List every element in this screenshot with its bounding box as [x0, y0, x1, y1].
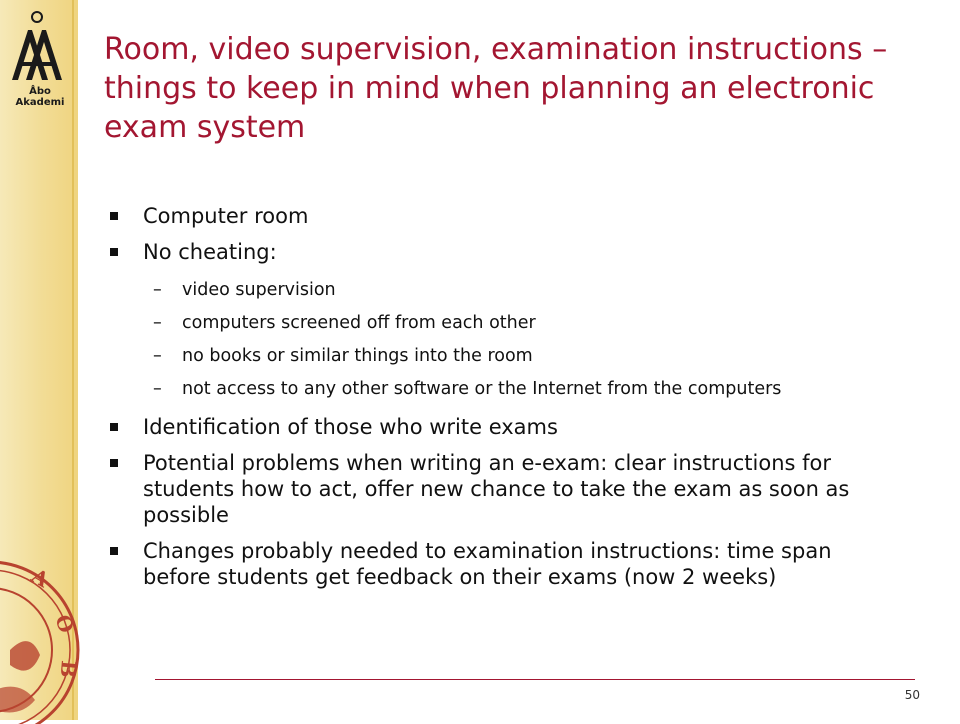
bullet-text: No cheating: — [143, 240, 277, 264]
sub-bullet-item — [110, 345, 900, 367]
logo-mark-icon — [4, 8, 70, 88]
sub-bullet-text: video supervision — [182, 280, 336, 300]
square-bullet-icon — [110, 459, 118, 467]
bullet-item — [110, 414, 900, 440]
svg-text:O: O — [50, 611, 79, 637]
sub-bullet-item — [110, 279, 900, 301]
sub-bullet-text: not access to any other software or the Internet from the computers — [182, 379, 782, 399]
square-bullet-icon — [110, 423, 118, 431]
slide-title: Room, video supervision, examination instructions – things to keep in mind when planning an electronic exam system — [104, 32, 888, 145]
dash-bullet: – — [153, 346, 162, 366]
seal-icon — [0, 540, 81, 720]
sub-bullet-item — [110, 312, 900, 334]
bullet-text: Potential problems when writing an e-exam: clear instructions for students how to act, offer new chance to take the exam as soon as possible — [143, 451, 850, 527]
sub-bullet-text: no books or similar things into the room — [182, 346, 533, 366]
sub-bullet-text: computers screened off from each other — [182, 313, 536, 333]
dash-bullet: – — [153, 313, 162, 333]
svg-text:A: A — [27, 563, 53, 593]
bullet-text: Changes probably needed to examination instructions: time span before students get feedback on their exams (now 2 weeks) — [143, 539, 832, 589]
dash-bullet: – — [153, 280, 162, 300]
dash-bullet: – — [153, 379, 162, 399]
page-number: 50 — [904, 688, 920, 702]
university-seal — [0, 540, 81, 720]
sidebar — [0, 0, 81, 720]
abo-akademi-logo — [4, 8, 70, 108]
logo-text: Åbo Akademi — [15, 86, 65, 108]
bullet-text: Identification of those who write exams — [143, 415, 558, 439]
square-bullet-icon — [110, 547, 118, 555]
bullet-item — [110, 538, 900, 590]
footer-divider — [155, 679, 915, 680]
bullet-text: Computer room — [143, 204, 309, 228]
svg-text:B: B — [55, 659, 81, 679]
bullet-item — [110, 203, 900, 229]
square-bullet-icon — [110, 248, 118, 256]
bullet-item — [110, 450, 900, 528]
bullet-item — [110, 239, 900, 265]
square-bullet-icon — [110, 212, 118, 220]
slide-content — [110, 203, 900, 600]
sub-bullet-item — [110, 378, 900, 400]
